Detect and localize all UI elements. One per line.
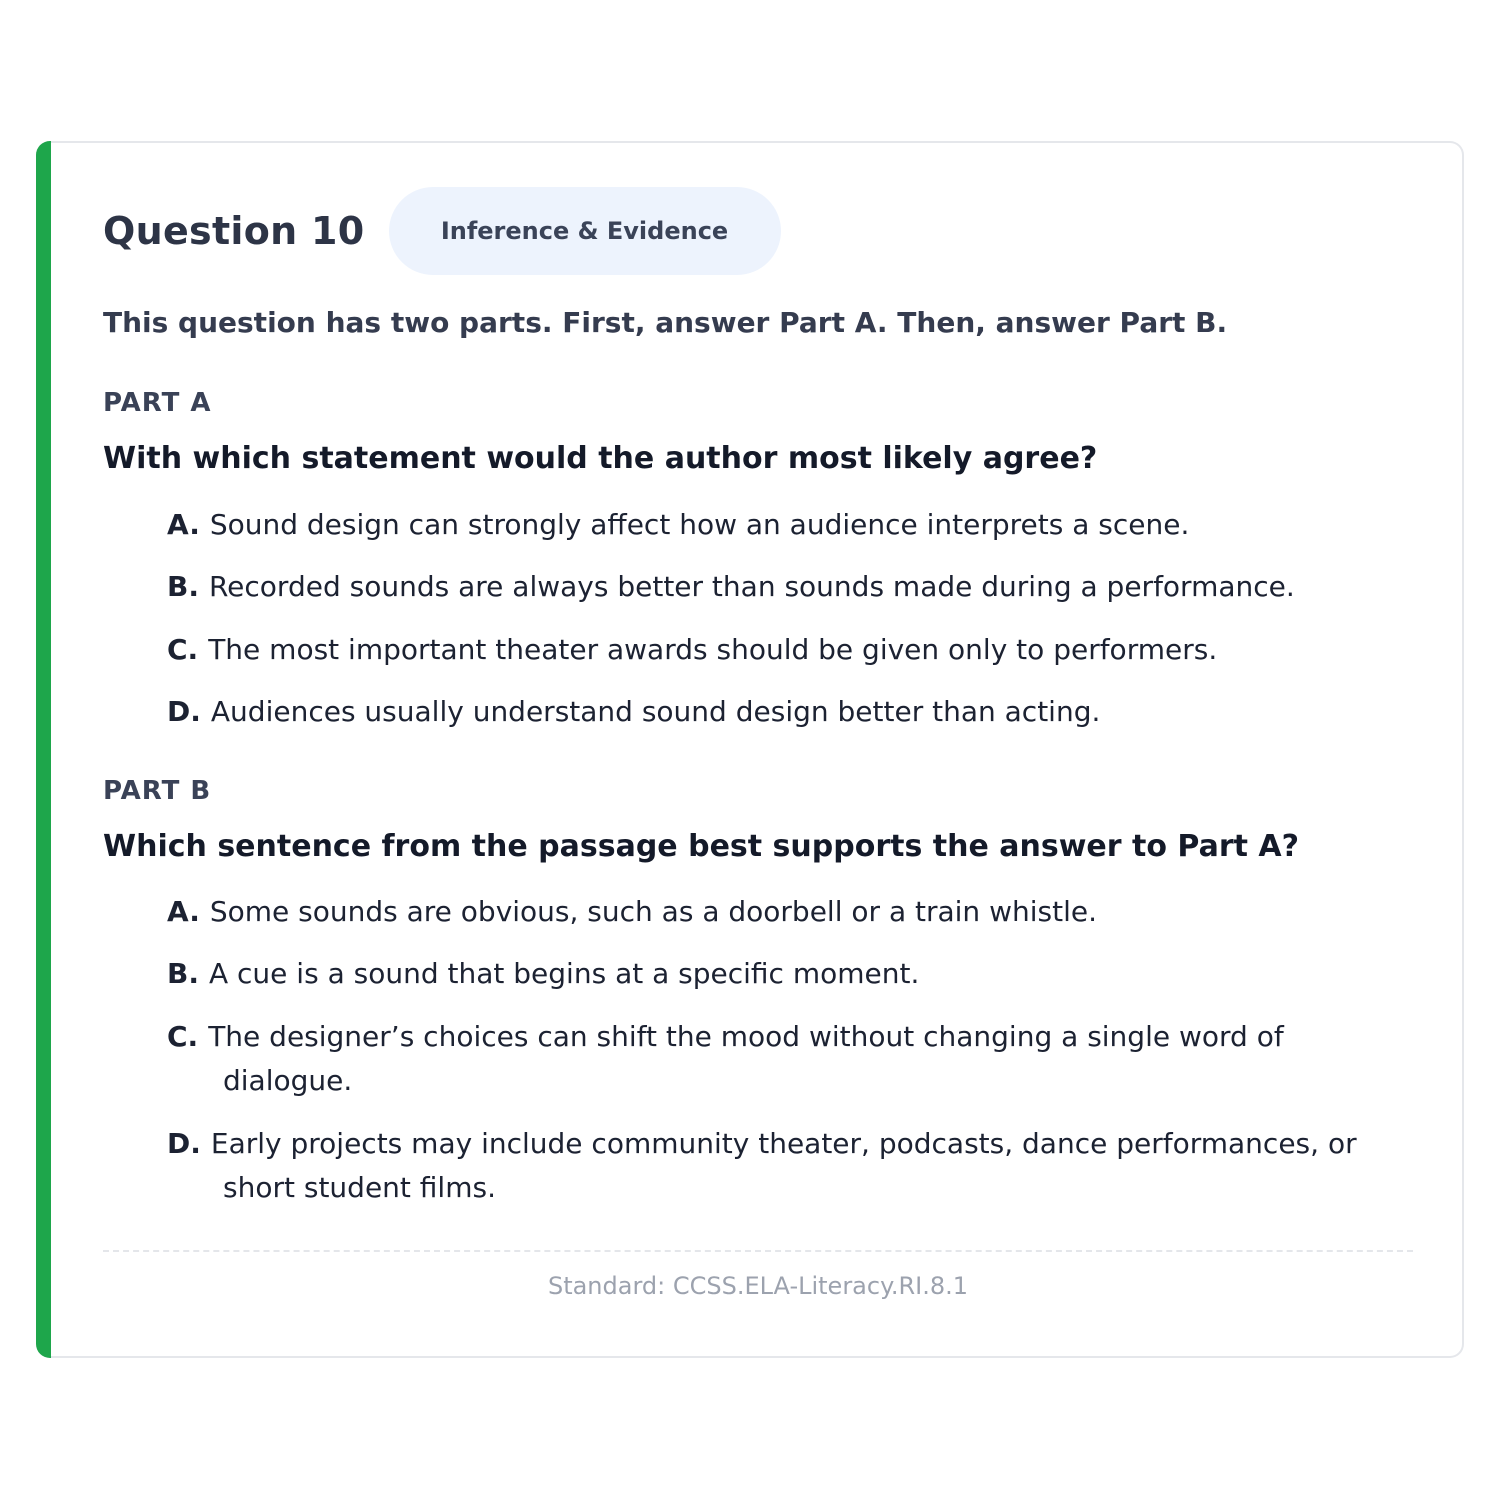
option-text: The most important theater awards should be given only to performers. (208, 633, 1218, 666)
skill-tag: Inference & Evidence (389, 187, 781, 275)
part-b-option-a[interactable] (167, 890, 1417, 934)
option-text: Early projects may include community theater, podcasts, dance performances, or short student films. (210, 1127, 1357, 1204)
option-text: Recorded sounds are always better than sounds made during a performance. (208, 570, 1295, 603)
part-b-option-c[interactable] (167, 1015, 1417, 1103)
option-letter: A. (167, 508, 200, 541)
card-accent-bar (36, 141, 51, 1358)
option-text: Sound design can strongly affect how an audience interprets a scene. (209, 508, 1190, 541)
option-text: Audiences usually understand sound design better than acting. (210, 695, 1101, 728)
footer-divider (103, 1250, 1413, 1252)
part-a-prompt: With which statement would the author most likely agree? (103, 441, 1098, 476)
part-a-option-c[interactable] (167, 628, 1417, 672)
option-letter: A. (167, 895, 200, 928)
part-a-option-d[interactable] (167, 690, 1417, 734)
part-b-prompt: Which sentence from the passage best supports the answer to Part A? (103, 829, 1300, 864)
option-letter: C. (167, 1020, 199, 1053)
standard-reference: Standard: CCSS.ELA-Literacy.RI.8.1 (547, 1272, 969, 1300)
question-header (103, 187, 781, 275)
part-b-label: PART B (103, 776, 212, 806)
option-text: The designer’s choices can shift the mood without changing a single word of dialogue. (208, 1020, 1284, 1097)
part-b-option-b[interactable] (167, 952, 1417, 996)
option-letter: B. (167, 570, 199, 603)
option-letter: C. (167, 633, 199, 666)
part-a-option-b[interactable] (167, 565, 1417, 609)
option-letter: D. (167, 1127, 201, 1160)
option-letter: B. (167, 957, 199, 990)
part-a-label: PART A (103, 388, 212, 418)
question-instructions: This question has two parts. First, answer Part A. Then, answer Part B. (103, 306, 1228, 339)
question-title: Question 10 (103, 209, 365, 253)
part-b-option-d[interactable] (167, 1122, 1417, 1210)
option-text: A cue is a sound that begins at a specific moment. (208, 957, 920, 990)
option-text: Some sounds are obvious, such as a doorbell or a train whistle. (209, 895, 1097, 928)
option-letter: D. (167, 695, 201, 728)
part-a-option-a[interactable] (167, 503, 1417, 547)
